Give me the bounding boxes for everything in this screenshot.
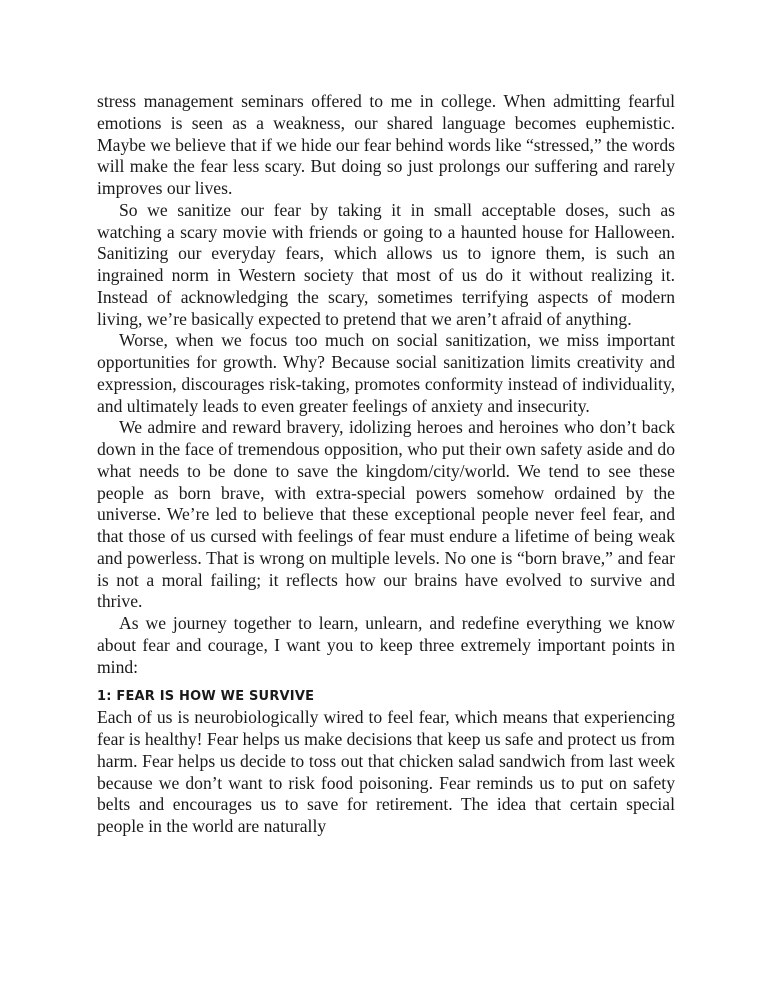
- paragraph-continuation: stress management seminars offered to me in college. When admitting fearful emotions is seen as a weakness, our shared language becomes euphemistic. Maybe we believe that if we hide our fear behind words like “stressed,” the words will make the fear less scary. But doing so just prolongs our suffering and rarely improves our lives.: [97, 91, 675, 198]
- book-page: [97, 91, 675, 838]
- paragraph-bravery: We admire and reward bravery, idolizing heroes and heroines who don’t back down in the face of tremendous opposition, who put their own safety aside and do what needs to be done to save the kingdom/city/world. We tend to see these people as born brave, with extra-special powers somehow ordained by the universe. We’re led to believe that these exceptional people never feel fear, and that those of us cursed with feelings of fear must endure a lifetime of being weak and powerless. That is wrong on multiple levels. No one is “born brave,” and fear is not a moral failing; it reflects how our brains have evolved to survive and thrive.: [97, 417, 675, 612]
- paragraph-three-points: As we journey together to learn, unlearn, and redefine everything we know about fear and courage, I want you to keep three extremely important points in mind:: [97, 613, 675, 677]
- paragraph-social-sanitization: Worse, when we focus too much on social sanitization, we miss important opportunities for growth. Why? Because social sanitization limits creativity and expression, discourages risk-taking, promotes conformity instead of individuality, and ultimately leads to even greater feelings of anxiety and insecurity.: [97, 330, 675, 416]
- paragraph-sanitize-fear: So we sanitize our fear by taking it in small acceptable doses, such as watching a scary movie with friends or going to a haunted house for Halloween. Sanitizing our everyday fears, which allows us to ignore them, is such an ingrained norm in Western society that most of us do it without realizing it. Instead of acknowledging the scary, sometimes terrifying aspects of modern living, we’re basically expected to pretend that we aren’t afraid of anything.: [97, 199, 675, 329]
- section-body: Each of us is neurobiologically wired to feel fear, which means that experiencing fear is healthy! Fear helps us make decisions that keep us safe and protect us from harm. Fear helps us decide to toss out that chicken salad sandwich from last week because we don’t want to risk food poisoning. Fear reminds us to put on safety belts and encourages us to save for retirement. The idea that certain special people in the world are naturally: [97, 707, 675, 836]
- section-heading: 1: FEAR IS HOW WE SURVIVE: [97, 689, 315, 705]
